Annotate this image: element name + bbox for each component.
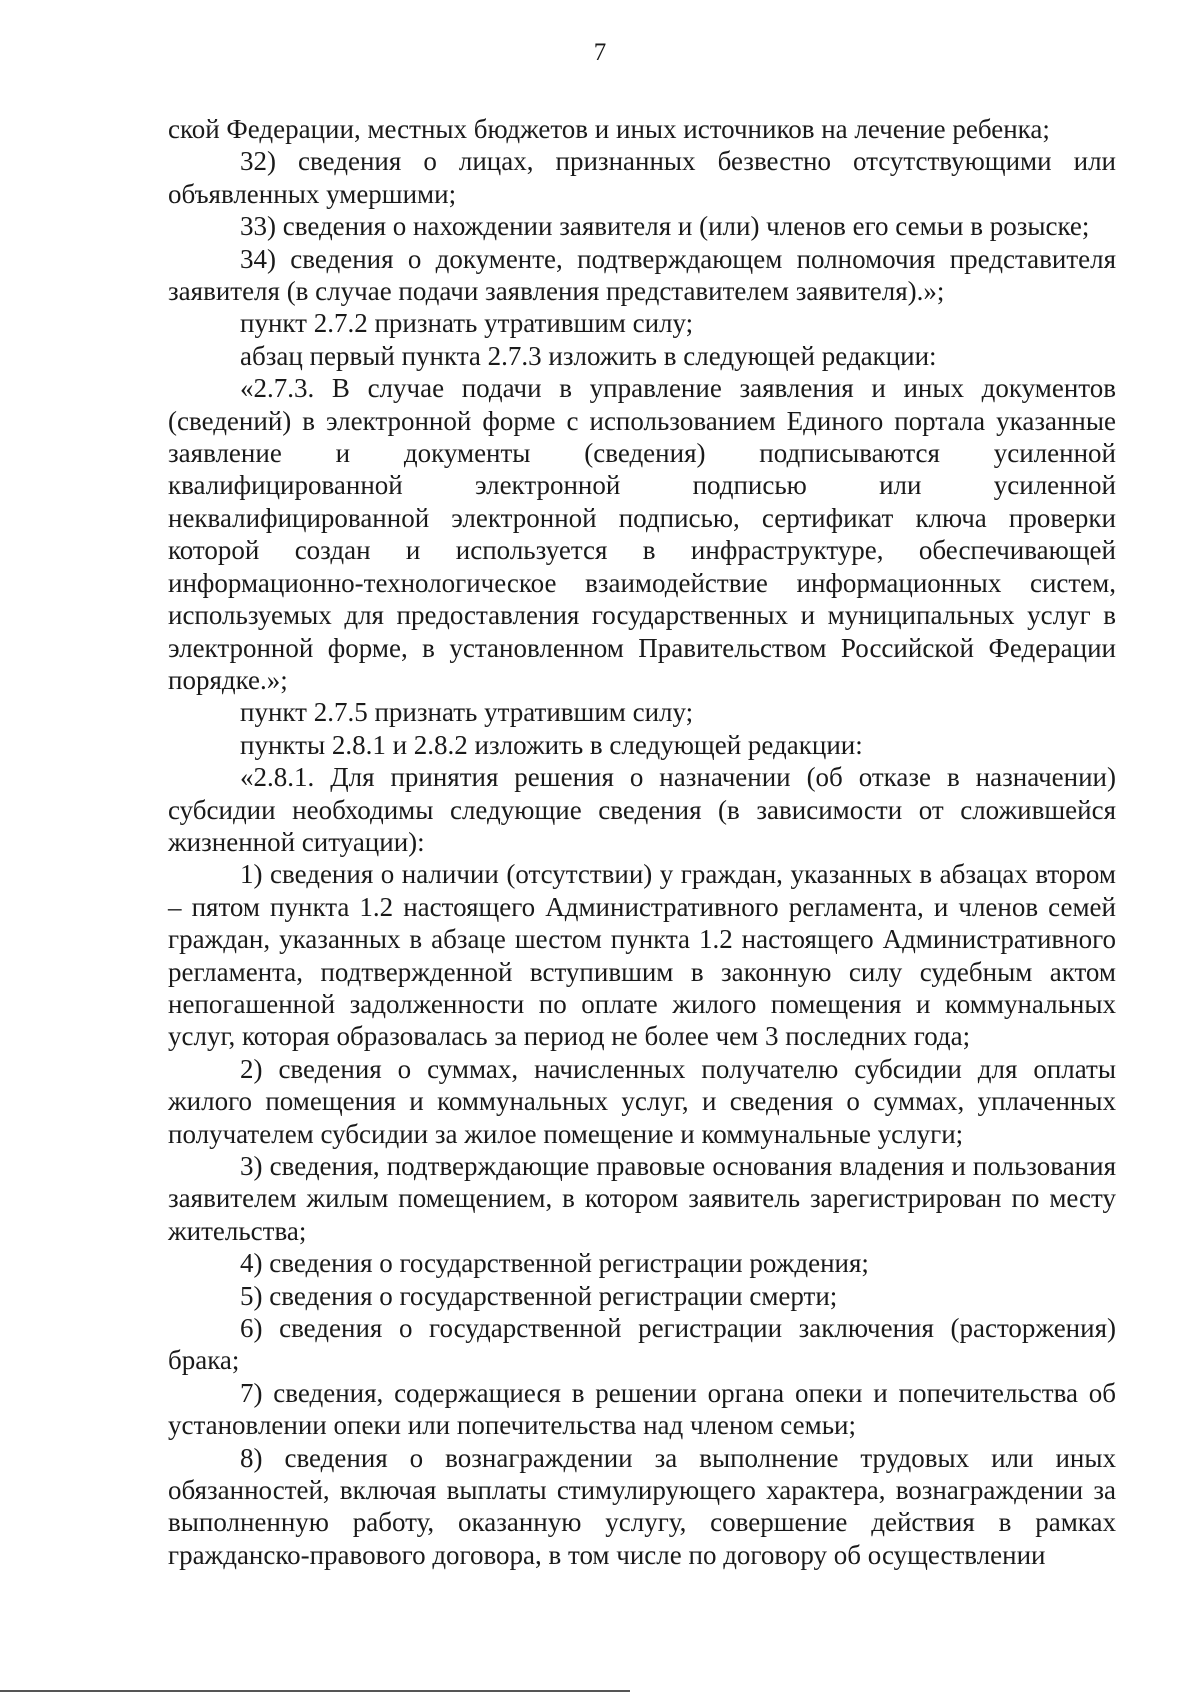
paragraph: 4) сведения о государственной регистрации рождения; — [240, 1248, 869, 1279]
paragraph: пункт 2.7.2 признать утратившим силу; — [240, 308, 694, 339]
page-number: 7 — [593, 39, 607, 66]
paragraph: абзац первый пункта 2.7.3 изложить в следующей редакции: — [240, 340, 937, 371]
paragraph: 3) сведения, подтверждающие правовые основания владения и пользования заявителем жилым помещением, в котором заявитель зарегистрирован по месту жительства; — [168, 1151, 1116, 1246]
paragraph: «2.7.3. В случае подачи в управление заявления и иных документов (сведений) в электронной форме с использованием Единого портала указанные заявление и документы (сведения) подписываются усиленной квалифицированной электронной подписью или усиленной неквалифицированной электронной подписью, сертификат ключа проверки которой создан и используется в инфраструктуре, обеспечивающей информационно-технологическое взаимодействие информационных систем, используемых для предоставления государственных и муниципальных услуг в электронной форме, в установленном Правительством Российской Федерации порядке.»; — [168, 373, 1116, 695]
paragraph: 7) сведения, содержащиеся в решении органа опеки и попечительства об установлении опеки или попечительства над членом семьи; — [168, 1377, 1116, 1441]
paragraph: пункт 2.7.5 признать утратившим силу; — [240, 697, 694, 728]
paragraph: ской Федерации, местных бюджетов и иных источников на лечение ребенка; — [168, 114, 1050, 144]
paragraph: 34) сведения о документе, подтверждающем полномочия представителя заявителя (в случае подачи заявления представителем заявителя).»; — [168, 243, 1116, 307]
paragraph: 33) сведения о нахождении заявителя и (или) членов его семьи в розыске; — [240, 211, 1090, 242]
paragraph: 6) сведения о государственной регистрации заключения (расторжения) брака; — [168, 1313, 1116, 1376]
paragraph: 5) сведения о государственной регистрации смерти; — [240, 1280, 838, 1311]
paragraph: пункты 2.8.1 и 2.8.2 изложить в следующей редакции: — [240, 729, 863, 760]
paragraph: 8) сведения о вознаграждении за выполнение трудовых или иных обязанностей, включая выплаты стимулирующего характера, вознаграждении за выполненную работу, оказанную услугу, совершение действия в рамках гражданско-правового договора, в том числе по договору об осуществлении — [168, 1442, 1116, 1570]
footer-rule — [0, 1690, 630, 1692]
paragraph: 1) сведения о наличии (отсутствии) у граждан, указанных в абзацах втором – пятом пункта 1.2 настоящего Административного регламента, и членов семей граждан, указанных в абзаце шестом пункта 1.2 настоящего Административного регламента, подтвержденной вступившим в законную силу судебным актом непогашенной задолженности по оплате жилого помещения и коммунальных услуг, которая образовалась за период не более чем 3 последних года; — [168, 859, 1116, 1052]
document-body — [168, 113, 1116, 1571]
paragraph: 2) сведения о суммах, начисленных получателю субсидии для оплаты жилого помещения и коммунальных услуг, и сведения о суммах, уплаченных получателем субсидии за жилое помещение и коммунальные услуги; — [168, 1053, 1116, 1149]
paragraph: 32) сведения о лицах, признанных безвестно отсутствующими или объявленных умершими; — [168, 146, 1116, 209]
paragraph: «2.8.1. Для принятия решения о назначении (об отказе в назначении) субсидии необходимы следующие сведения (в зависимости от сложившейся жизненной ситуации): — [168, 762, 1116, 857]
